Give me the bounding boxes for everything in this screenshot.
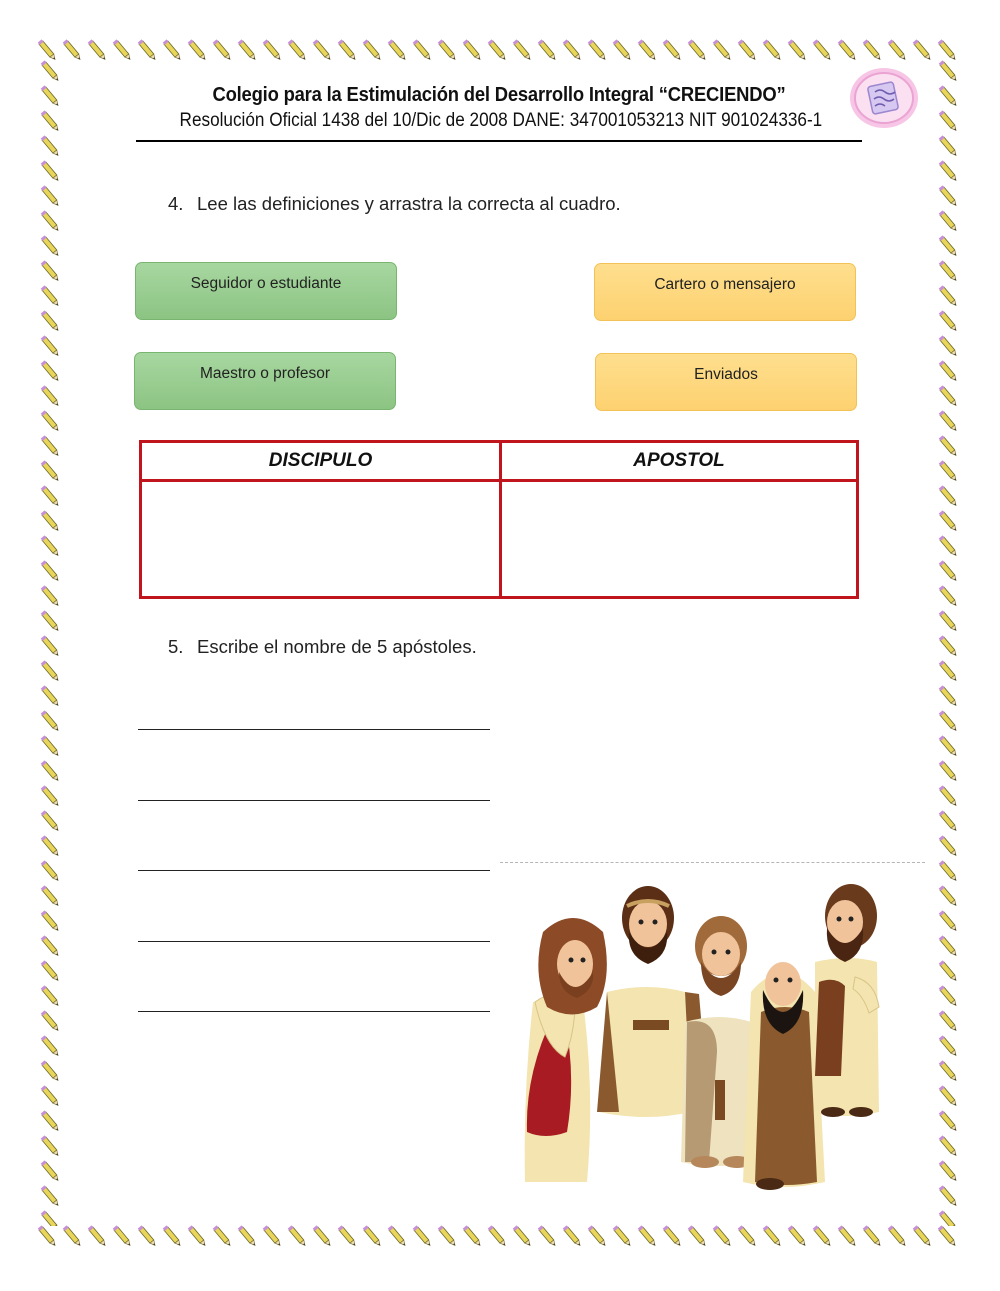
apostle-answer-input-3[interactable] <box>138 838 490 871</box>
apostle-figure-1 <box>525 918 607 1182</box>
school-name: Colegio para la Estimulación del Desarrollo Integral “CRECIENDO” <box>212 84 786 106</box>
column-header-apostol: APOSTOL <box>633 450 725 471</box>
document-header <box>136 84 862 132</box>
question-5 <box>168 636 477 658</box>
drop-zone-apostol[interactable] <box>502 482 856 596</box>
apostle-figure-4 <box>743 962 825 1190</box>
apostle-answer-input-4[interactable] <box>138 909 490 942</box>
pencil-border-right-icon <box>934 60 964 1226</box>
question-4-number: 4. <box>168 193 184 214</box>
apostle-figure-5 <box>815 884 879 1117</box>
apostle-answer-input-5[interactable] <box>138 979 490 1012</box>
drag-card-cartero[interactable]: Cartero o mensajero <box>594 263 856 321</box>
column-header-discipulo: DISCIPULO <box>268 450 373 471</box>
school-logo-icon <box>848 66 920 130</box>
question-4-text: Lee las definiciones y arrastra la correcta al cuadro. <box>197 193 621 214</box>
apostle-answer-input-1[interactable] <box>138 697 490 730</box>
drop-zone-discipulo[interactable] <box>142 482 499 596</box>
pencil-border-left-icon <box>36 60 66 1226</box>
pencil-border-top-icon <box>38 36 962 66</box>
resolution-line: Resolución Oficial 1438 del 10/Dic de 2008 DANE: 347001053213 NIT 901024336-1 <box>179 109 823 131</box>
pencil-border-bottom-icon <box>38 1222 962 1252</box>
drag-card-seguidor[interactable]: Seguidor o estudiante <box>135 262 397 320</box>
dashed-separator <box>500 862 925 863</box>
question-5-number: 5. <box>168 636 184 657</box>
question-4 <box>168 193 621 215</box>
classification-table <box>139 440 859 599</box>
drag-card-enviados[interactable]: Enviados <box>595 353 857 411</box>
drag-card-maestro[interactable]: Maestro o profesor <box>134 352 396 410</box>
apostles-illustration-icon <box>515 872 895 1202</box>
header-divider <box>136 140 862 142</box>
apostle-answer-input-2[interactable] <box>138 768 490 801</box>
question-5-text: Escribe el nombre de 5 apóstoles. <box>197 636 477 657</box>
